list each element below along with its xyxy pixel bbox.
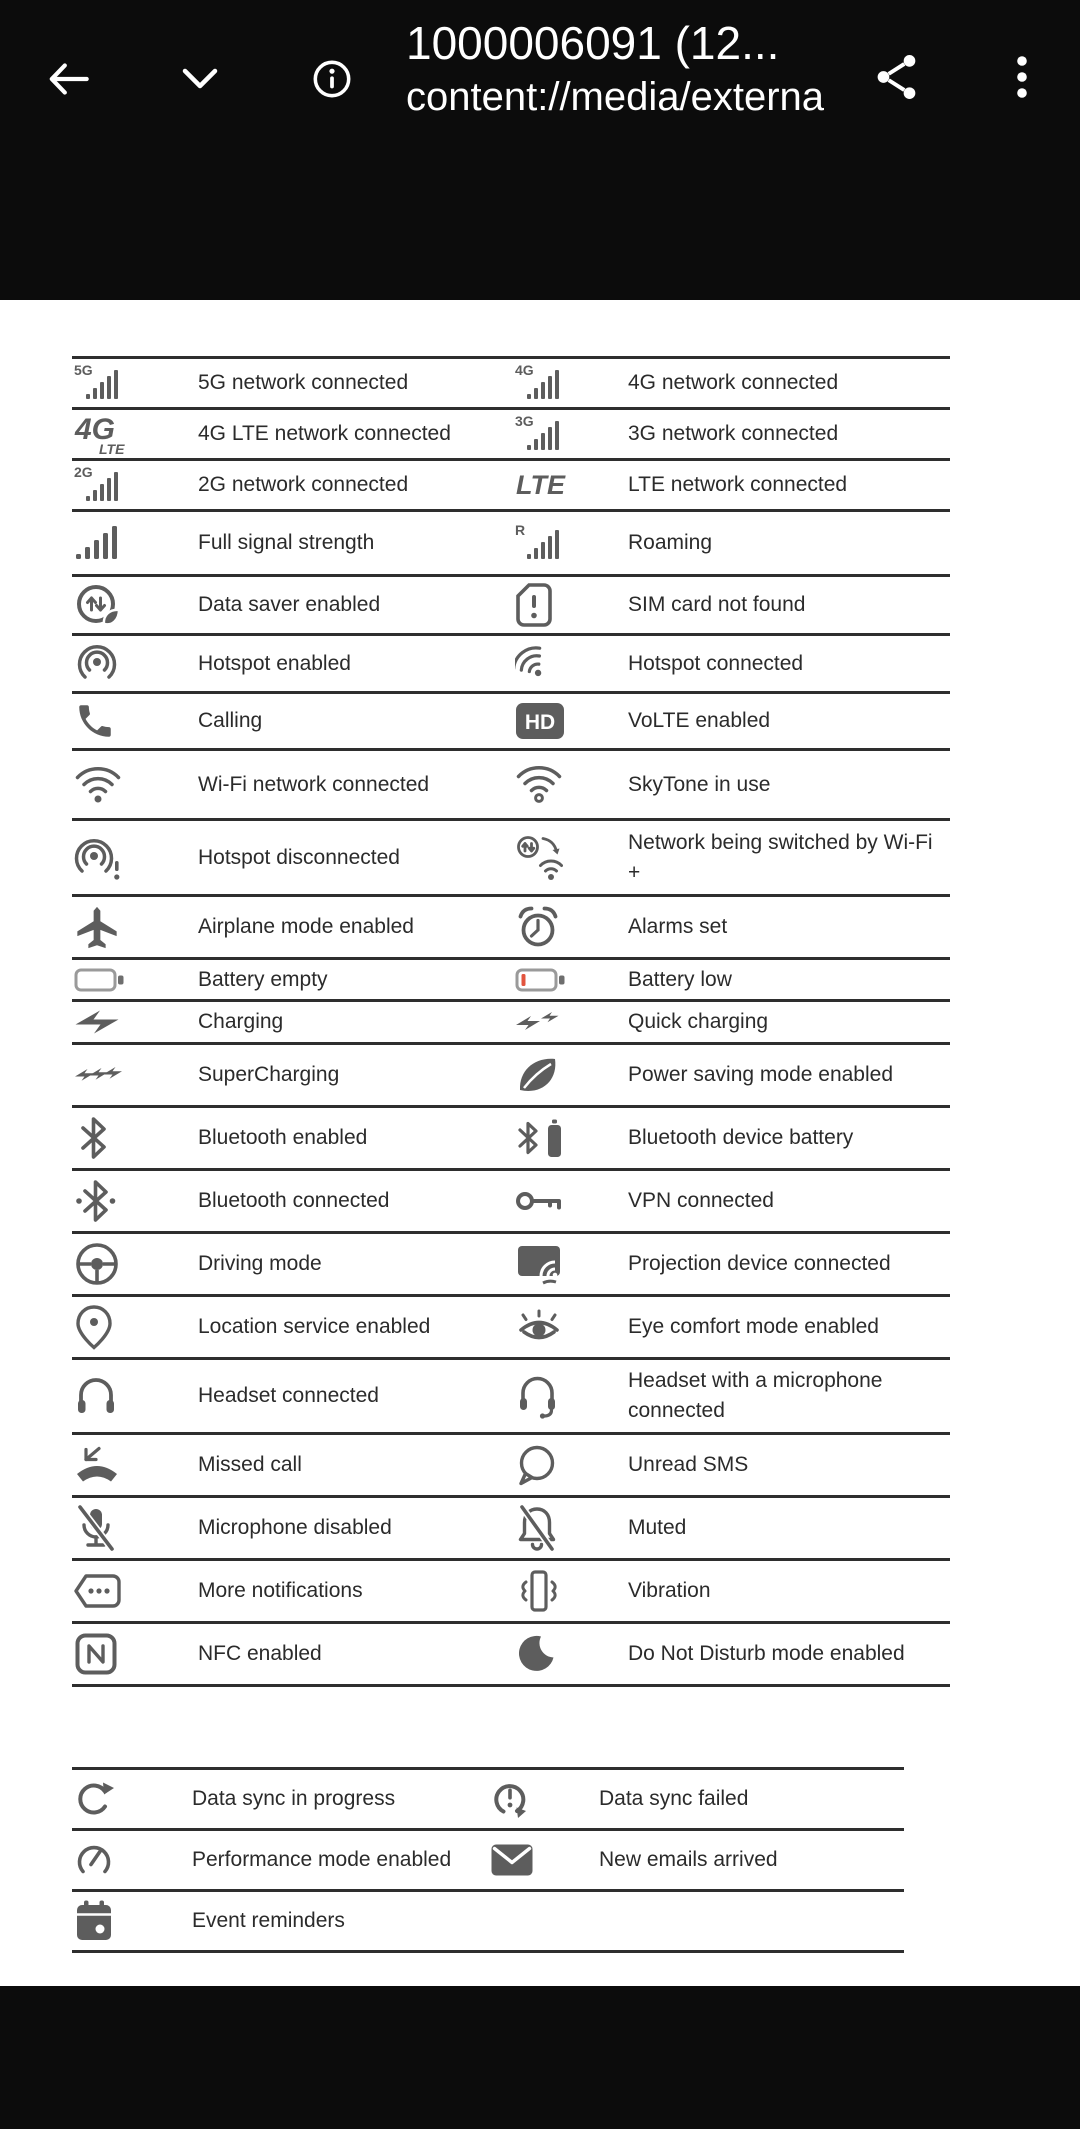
- battery-empty-icon: [72, 960, 198, 999]
- back-icon[interactable]: [44, 54, 94, 104]
- status-label: Muted: [628, 1516, 687, 1539]
- legend-row: [72, 1294, 950, 1357]
- hd-badge-icon: [513, 694, 628, 748]
- status-label: Charging: [198, 1010, 284, 1033]
- signal-4g-icon: [513, 359, 628, 407]
- bottom-letterbox: [0, 1986, 1080, 2129]
- legend-row: [72, 509, 950, 574]
- legend-row: [72, 1889, 904, 1950]
- collapse-icon[interactable]: [176, 56, 224, 102]
- svg-text:2G: 2G: [74, 464, 93, 480]
- status-label: More notifications: [198, 1579, 363, 1602]
- status-label: Projection device connected: [628, 1252, 891, 1275]
- signal-5g-icon: [72, 359, 198, 407]
- data-saver-icon: [72, 577, 198, 633]
- legend-row: [72, 691, 950, 748]
- status-label: Location service enabled: [198, 1315, 431, 1338]
- status-label: VoLTE enabled: [628, 709, 771, 732]
- legend-row: [72, 407, 950, 458]
- status-label: Event reminders: [192, 1909, 345, 1932]
- sms-bubble-icon: [513, 1435, 628, 1495]
- hotspot-icon: [72, 636, 198, 691]
- status-label: Data saver enabled: [198, 593, 381, 616]
- status-label: New emails arrived: [599, 1848, 778, 1871]
- more-options-icon[interactable]: [1002, 52, 1042, 102]
- status-label: Airplane mode enabled: [198, 915, 414, 938]
- share-icon[interactable]: [874, 52, 920, 102]
- status-label: Quick charging: [628, 1010, 769, 1033]
- status-label: Bluetooth enabled: [198, 1126, 368, 1149]
- legend-row: [72, 1042, 950, 1105]
- status-label: Hotspot connected: [628, 651, 804, 675]
- status-label: Alarms set: [628, 915, 728, 938]
- empty-cell: [488, 1892, 599, 1950]
- mic-disabled-icon: [72, 1498, 198, 1558]
- svg-text:R: R: [515, 522, 526, 538]
- status-label: Unread SMS: [628, 1453, 749, 1476]
- toolbar: [0, 0, 1080, 300]
- legend-row: [72, 458, 950, 509]
- legend-row: [72, 633, 950, 691]
- status-icons-table: [72, 356, 950, 1687]
- calendar-event-icon: [72, 1892, 192, 1950]
- bluetooth-icon: [72, 1108, 198, 1168]
- svg-text:4G: 4G: [75, 413, 116, 446]
- signal-2g-icon: [72, 461, 198, 509]
- status-label: Headset with a microphone connected: [628, 1369, 883, 1422]
- moon-dnd-icon: [513, 1624, 628, 1684]
- notification-icons-table: [72, 1767, 904, 1953]
- svg-text:3G: 3G: [515, 413, 534, 429]
- status-label: Performance mode enabled: [192, 1848, 452, 1871]
- legend-row: [72, 957, 950, 999]
- supercharging-icon: [72, 1045, 198, 1105]
- legend-row: [72, 894, 950, 957]
- bell-muted-icon: [513, 1498, 628, 1558]
- legend-row: [72, 1828, 904, 1889]
- svg-text:4G: 4G: [515, 362, 534, 378]
- info-icon[interactable]: [308, 55, 356, 103]
- status-label: Bluetooth connected: [198, 1189, 390, 1212]
- skytone-icon: [513, 751, 628, 818]
- nfc-icon: [72, 1624, 198, 1684]
- svg-text:LTE: LTE: [516, 470, 565, 500]
- status-label: NFC enabled: [198, 1642, 322, 1665]
- status-label: Bluetooth device battery: [628, 1126, 854, 1149]
- location-pin-icon: [72, 1297, 198, 1357]
- charging-icon: [72, 1002, 198, 1042]
- hotspot-connected-icon: [513, 636, 628, 691]
- legend-row: [72, 999, 950, 1042]
- status-label: SkyTone in use: [628, 772, 771, 796]
- status-label: Hotspot disconnected: [198, 845, 400, 869]
- legend-row: [72, 1357, 950, 1432]
- signal-roaming-icon: [513, 512, 628, 574]
- status-label: Data sync in progress: [192, 1787, 396, 1810]
- signal-3g-icon: [513, 410, 628, 458]
- email-icon: [488, 1831, 599, 1889]
- vibration-icon: [513, 1561, 628, 1621]
- projection-icon: [513, 1234, 628, 1294]
- status-label: 4G network connected: [628, 371, 839, 394]
- headset-mic-icon: [513, 1360, 628, 1432]
- data-sync-icon: [72, 1770, 192, 1828]
- legend-row: [72, 1231, 950, 1294]
- empty-cell: [599, 1892, 904, 1950]
- logo-lte-icon: [513, 461, 628, 509]
- power-saving-leaf-icon: [513, 1045, 628, 1105]
- status-label: Missed call: [198, 1453, 302, 1476]
- status-label: Power saving mode enabled: [628, 1063, 894, 1086]
- quick-charging-icon: [513, 1002, 628, 1042]
- status-label: Microphone disabled: [198, 1516, 392, 1539]
- status-label: Network being switched by Wi-Fi +: [628, 830, 933, 884]
- legend-row: [72, 1495, 950, 1558]
- legend-row: [72, 574, 950, 633]
- sim-not-found-icon: [513, 577, 628, 633]
- steering-wheel-icon: [72, 1234, 198, 1294]
- status-label: SIM card not found: [628, 593, 806, 616]
- svg-text:HD: HD: [524, 711, 556, 734]
- signal-full-icon: [72, 512, 198, 574]
- status-label: Battery empty: [198, 967, 328, 991]
- legend-row: [72, 1621, 950, 1684]
- status-label: LTE network connected: [628, 473, 848, 496]
- svg-text:5G: 5G: [74, 362, 93, 378]
- status-label: SuperCharging: [198, 1063, 340, 1086]
- status-label: 4G LTE network connected: [198, 422, 451, 445]
- legend-row: [72, 818, 950, 894]
- legend-row: [72, 1558, 950, 1621]
- title-block: [406, 16, 826, 122]
- status-label: Wi-Fi network connected: [198, 772, 430, 796]
- missed-call-icon: [72, 1435, 198, 1495]
- image-title: 1000006091 (12...: [406, 17, 780, 69]
- status-label: Eye comfort mode enabled: [628, 1315, 879, 1338]
- more-notifications-icon: [72, 1561, 198, 1621]
- status-label: Roaming: [628, 531, 713, 554]
- status-label: Vibration: [628, 1579, 711, 1602]
- eye-comfort-icon: [513, 1297, 628, 1357]
- legend-row: [72, 1767, 904, 1828]
- alarm-icon: [513, 897, 628, 957]
- status-label: Headset connected: [198, 1384, 379, 1407]
- status-label: Data sync failed: [599, 1787, 749, 1810]
- status-label: Hotspot enabled: [198, 651, 351, 675]
- status-label: 2G network connected: [198, 473, 409, 496]
- hotspot-disconnected-icon: [72, 821, 198, 894]
- legend-row: [72, 1105, 950, 1168]
- battery-low-icon: [513, 960, 628, 999]
- status-label: Calling: [198, 709, 263, 732]
- airplane-icon: [72, 897, 198, 957]
- logo-4g-lte-icon: [72, 410, 198, 458]
- headset-icon: [72, 1360, 198, 1432]
- status-label: Battery low: [628, 967, 732, 991]
- bluetooth-battery-icon: [513, 1108, 628, 1168]
- status-label: Do Not Disturb mode enabled: [628, 1642, 905, 1665]
- status-label: 3G network connected: [628, 422, 839, 445]
- legend-row: [72, 356, 950, 407]
- status-label: Full signal strength: [198, 531, 375, 554]
- status-label: Driving mode: [198, 1252, 322, 1275]
- legend-row: [72, 1168, 950, 1231]
- bluetooth-connected-icon: [72, 1171, 198, 1231]
- performance-gauge-icon: [72, 1831, 192, 1889]
- data-sync-failed-icon: [488, 1770, 599, 1828]
- wifi-plus-switch-icon: [513, 821, 628, 894]
- legend-row: [72, 1432, 950, 1495]
- viewed-image[interactable]: [0, 300, 1080, 1986]
- legend-row: [72, 748, 950, 818]
- vpn-key-icon: [513, 1171, 628, 1231]
- status-label: 5G network connected: [198, 371, 409, 394]
- status-label: VPN connected: [628, 1189, 774, 1212]
- image-uri: content://media/externa: [406, 75, 825, 119]
- svg-text:LTE: LTE: [99, 441, 125, 457]
- wifi-icon: [72, 751, 198, 818]
- phone-icon: [72, 694, 198, 748]
